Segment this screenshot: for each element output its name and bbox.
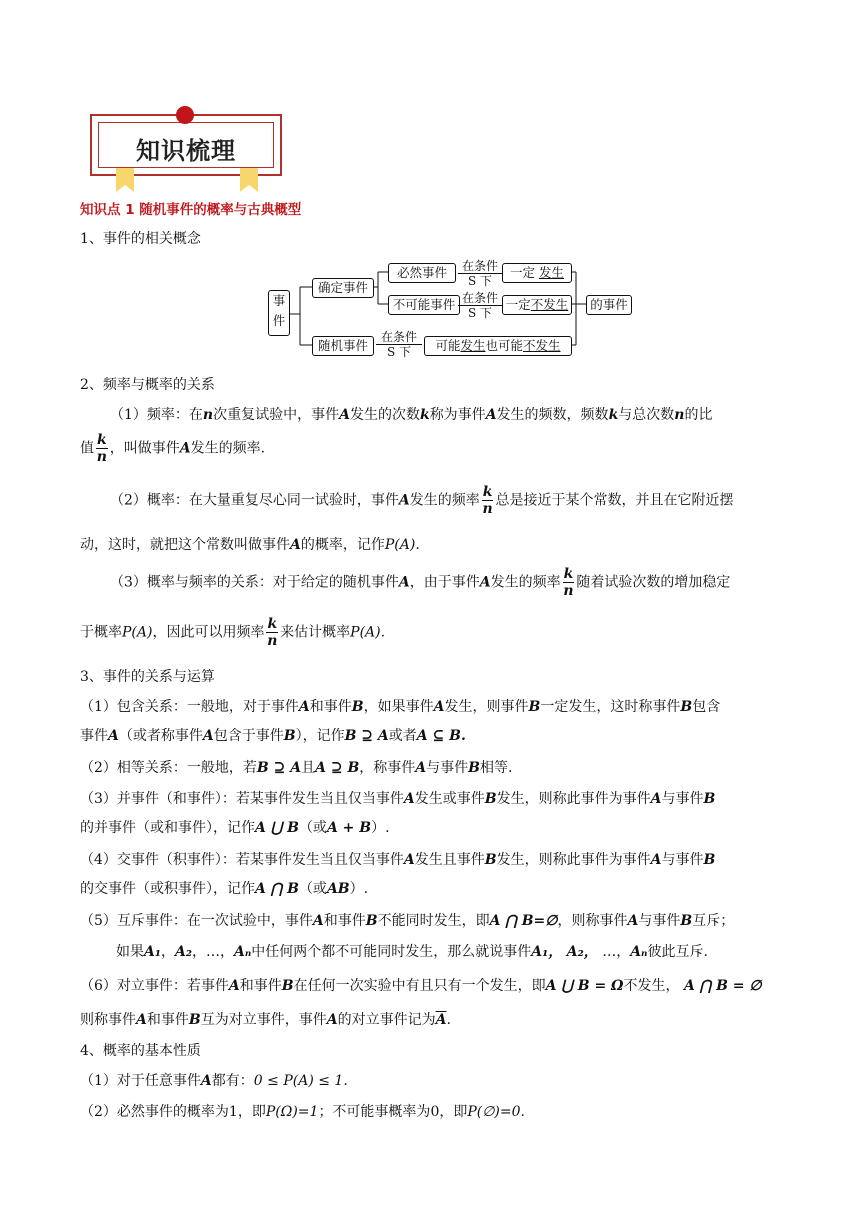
condition-bottom: S 下: [467, 306, 493, 320]
diagram-condition-3: [376, 330, 422, 359]
diagram-random-result: 可能发生也可能不发生: [424, 336, 572, 356]
condition-bottom: S 下: [386, 345, 412, 359]
para-3-3-line2: 的并事件（或和事件），记作A ⋃ B（或A + B）.: [80, 820, 390, 836]
diagram-root-event: 事件: [268, 290, 290, 336]
fraction-k-n: $\frac{k}{n}$: [96, 432, 107, 465]
fraction-k-n: $\frac{k}{n}$: [482, 484, 493, 517]
para-2-3-line1: （3）概率与频率的关系：对于给定的随机事件A，由于事件A发生的频率 $\frac{k}{n}$ 随着试验次数的增加稳定: [110, 566, 731, 599]
para-3-1-line2: 事件A（或者称事件A包含于事件B），记作B ⊇ A或者A ⊆ B.: [80, 728, 466, 744]
fraction-k-n: $\frac{k}{n}$: [563, 566, 574, 599]
para-3-1-line1: （1）包含关系：一般地，对于事件A和事件B，如果事件A发生，则事件B一定发生，这时称事件B包含: [80, 699, 721, 715]
diagram-certain-event: 确定事件: [312, 278, 374, 298]
heading-2: 2、频率与概率的关系: [80, 377, 215, 393]
diagram-random-event: 随机事件: [312, 336, 374, 356]
diagram-sure-event: 必然事件: [388, 263, 456, 283]
diagram-impossible-result: 一定不发生: [502, 295, 572, 315]
diagram-sure-result: 一定 发生: [502, 263, 572, 283]
para-3-6-line1: （6）对立事件：若事件A和事件B在任何一次实验中有且只有一个发生，即A ⋃ B = Ω不发生， A ⋂ B = ∅: [80, 978, 762, 994]
fraction-k-n: $\frac{k}{n}$: [267, 616, 278, 649]
diagram-connectors: [0, 0, 868, 380]
para-2-1-line1: （1）频率：在n次重复试验中，事件A发生的次数k称为事件A发生的频数，频数k与总次数n的比: [110, 407, 713, 423]
para-3-2: （2）相等关系：一般地，若B ⊇ A且A ⊇ B，称事件A与事件B相等.: [80, 760, 513, 776]
section-title: 知识点 1 随机事件的概率与古典概型: [80, 202, 302, 218]
heading-4: 4、概率的基本性质: [80, 1043, 201, 1059]
complement-A: $\overline{A}$: [435, 1012, 447, 1028]
condition-top: 在条件: [458, 259, 502, 274]
para-3-4-line2: 的交事件（或积事件），记作A ⋂ B（或AB）.: [80, 881, 369, 897]
para-2-2-line2: 动，这时，就把这个常数叫做事件A的概率，记作P(A).: [80, 537, 420, 553]
para-2-2-line1: （2）概率：在大量重复尽心同一试验时，事件A发生的频率 $\frac{k}{n}$ 总是接近于某个常数，并且在它附近摆: [110, 484, 734, 517]
para-3-3-line1: （3）并事件（和事件）：若某事件发生当且仅当事件A发生或事件B发生，则称此事件为事件A与事件B: [80, 791, 716, 807]
diagram-condition-1: [458, 259, 502, 288]
condition-top: 在条件: [458, 291, 502, 306]
para-3-5-line2: 如果A₁，A₂，…，Aₙ中任何两个都不可能同时发生，那么就说事件A₁， A₂， …，Aₙ彼此互斥.: [116, 944, 708, 960]
para-2-3-line2: 于概率P(A)，因此可以用频率 $\frac{k}{n}$ 来估计概率P(A).: [80, 616, 386, 649]
diagram-condition-2: [458, 291, 502, 320]
diagram-suffix: 的事件: [586, 295, 632, 315]
para-3-6-line2: 则称事件A和事件B互为对立事件，事件A的对立事件记为$\overline{A}$.: [80, 1012, 451, 1028]
para-4-2: （2）必然事件的概率为1，即P(Ω)=1；不可能事概率为0，即P(∅)=0.: [80, 1104, 525, 1120]
para-2-1-line2: 值 $\frac{k}{n}$ ，叫做事件A发生的频率.: [80, 432, 266, 465]
condition-top: 在条件: [376, 330, 422, 345]
para-4-1: （1）对于任意事件A都有：0 ≤ P(A) ≤ 1.: [80, 1073, 348, 1089]
banner-title: 知识梳理: [136, 137, 236, 165]
heading-3: 3、事件的关系与运算: [80, 669, 215, 685]
heading-1: 1、事件的相关概念: [80, 231, 201, 247]
diagram-impossible-event: 不可能事件: [388, 295, 460, 315]
condition-bottom: S 下: [467, 274, 493, 288]
para-3-5-line1: （5）互斥事件：在一次试验中，事件A和事件B不能同时发生，即A ⋂ B=∅，则称事件A与事件B互斥；: [80, 913, 735, 929]
para-3-4-line1: （4）交事件（积事件）：若某事件发生当且仅当事件A发生且事件B发生，则称此事件为事件A与事件B: [80, 852, 716, 868]
